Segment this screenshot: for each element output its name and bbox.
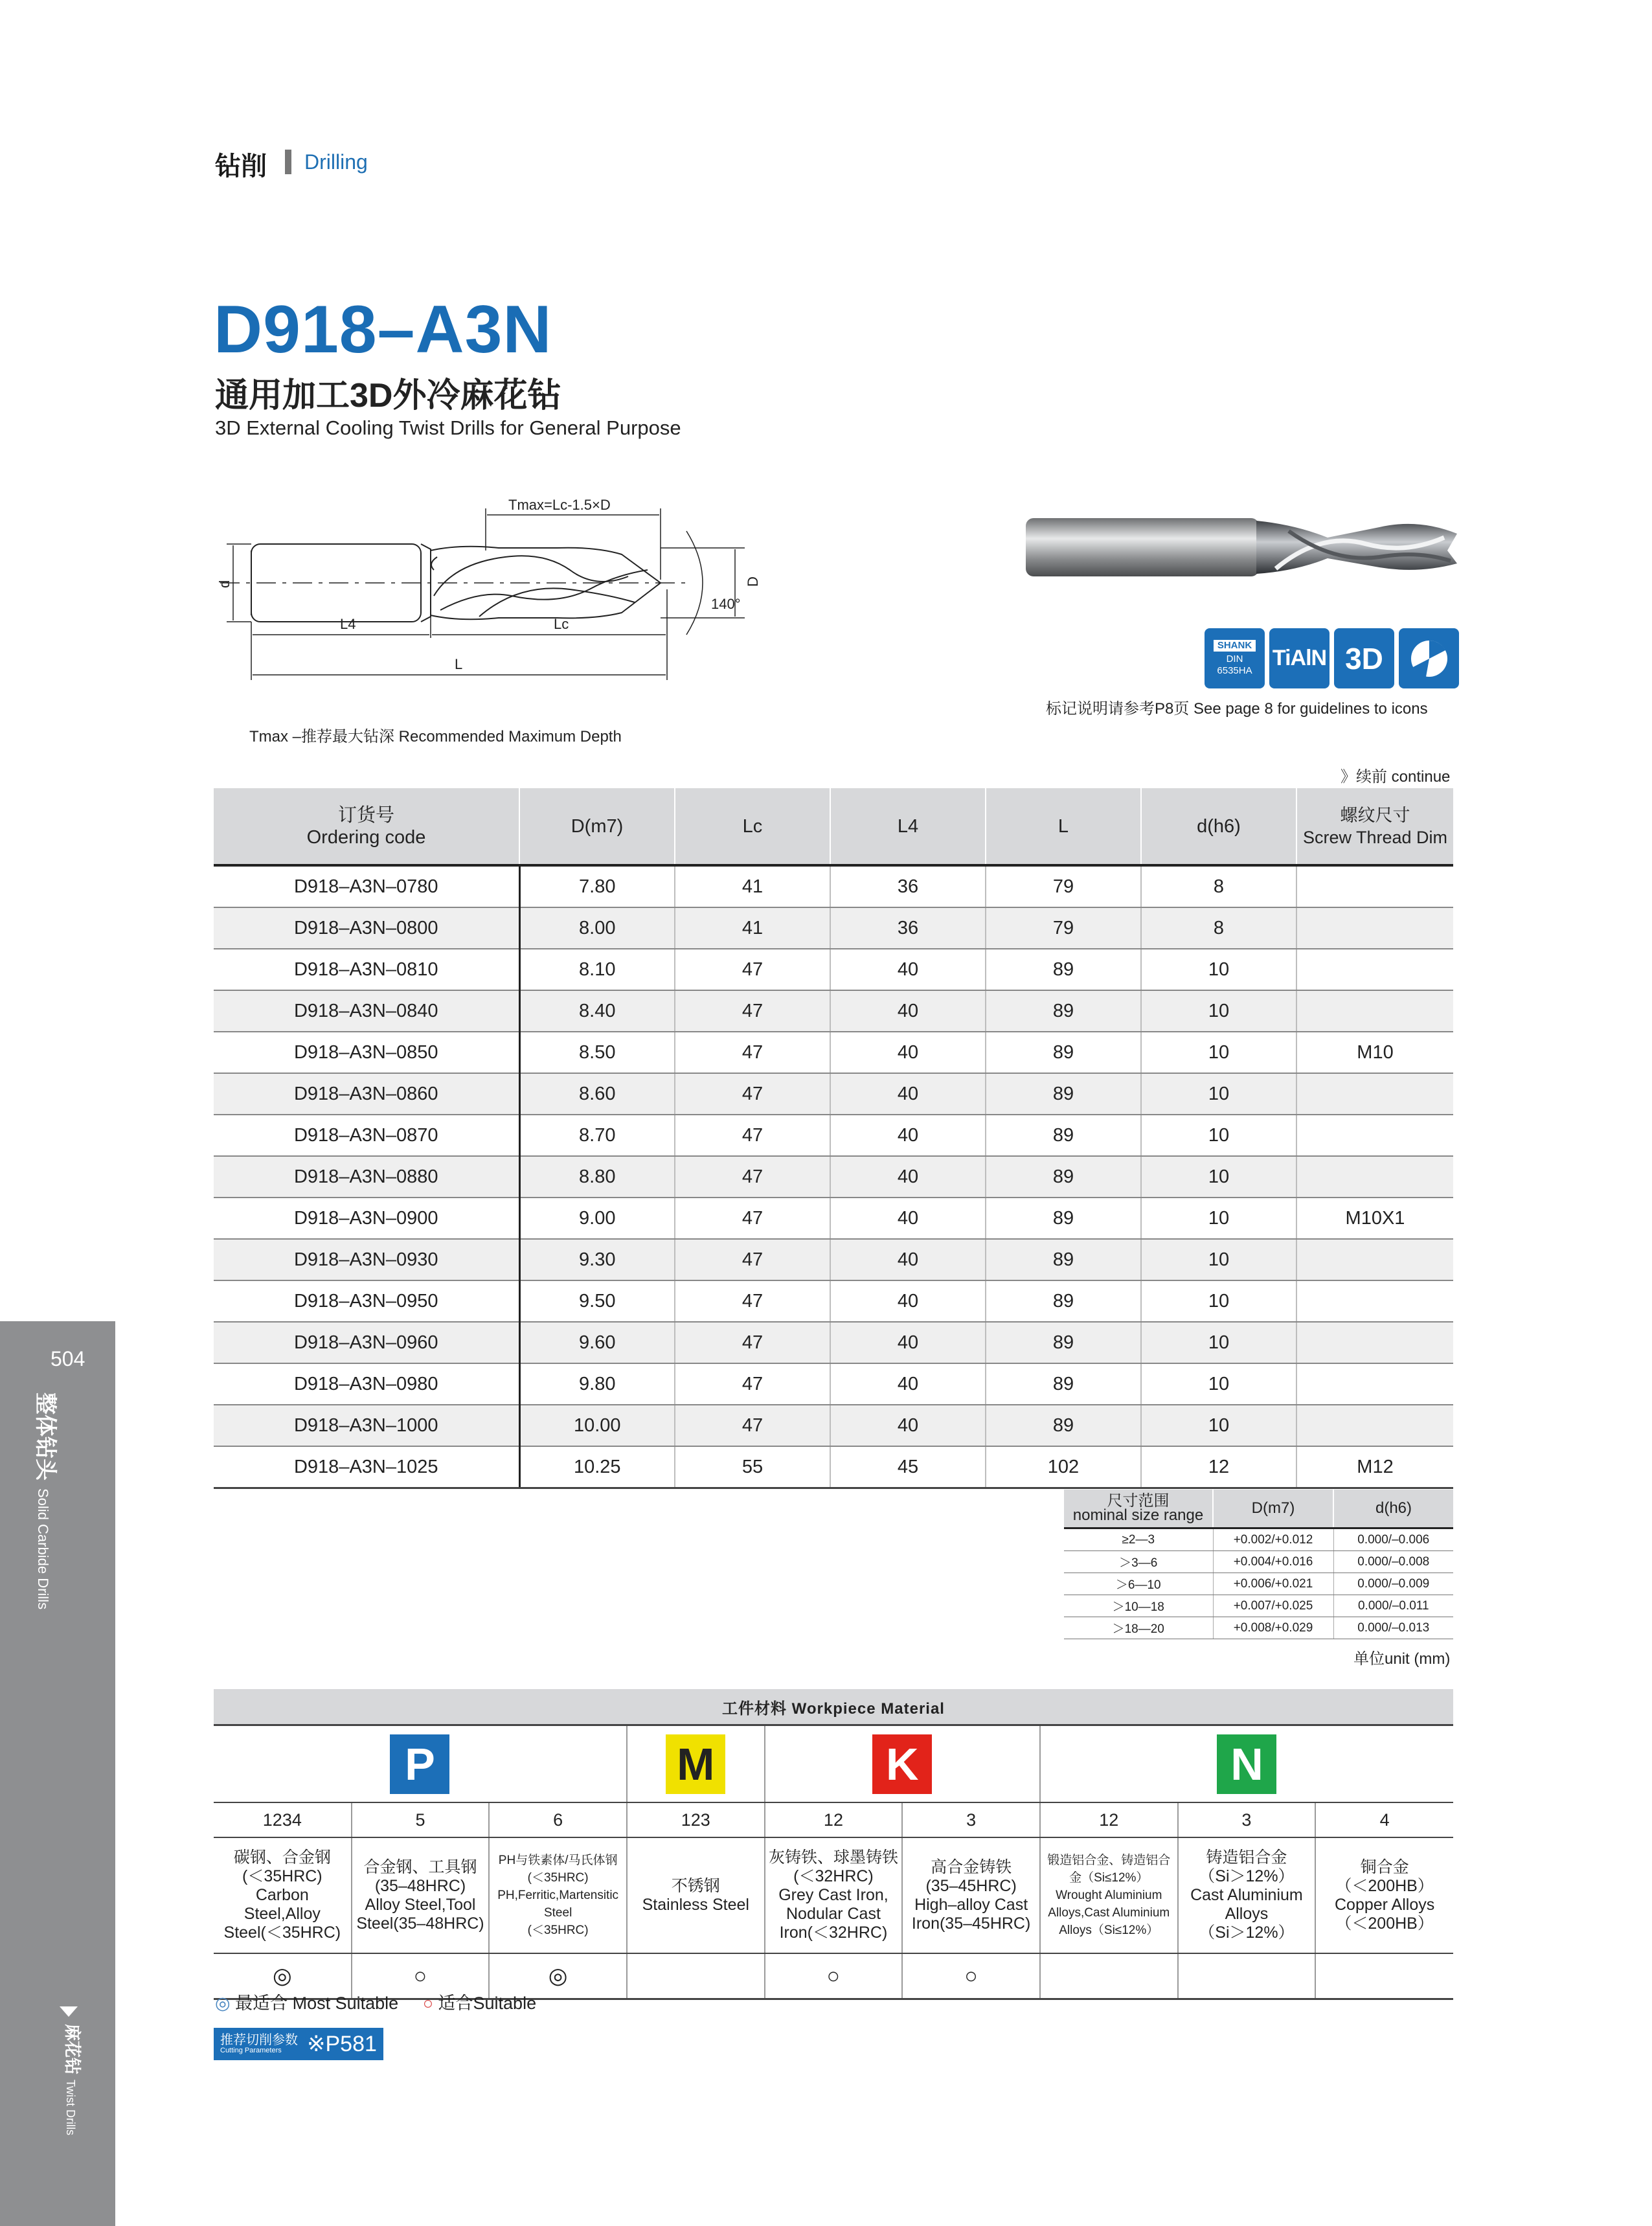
table-cell: D918–A3N–0880 [214,1156,519,1198]
cutting-parameters-ref[interactable] [214,2028,383,2060]
tolerance-cell: 0.000/–0.008 [1333,1551,1453,1573]
tolerance-cell: ≥2—3 [1064,1528,1213,1551]
table-cell [1296,1156,1453,1198]
table-cell: 8.80 [519,1156,675,1198]
table-cell: 10 [1141,1363,1296,1405]
material-description-line: 合金钢、工具钢 [363,1857,477,1876]
table-cell: D918–A3N–0930 [214,1239,519,1280]
material-description-line: 锻造铝合金、铸造铝合 [1047,1854,1171,1867]
table-cell: D918–A3N–0860 [214,1073,519,1115]
material-description [902,1837,1040,1953]
tolerance-cell: +0.004/+0.016 [1213,1551,1333,1573]
cutting-ref-en: Cutting Parameters [220,2047,282,2054]
table-cell: 9.00 [519,1198,675,1239]
table-row [214,1322,1453,1363]
side-category-label: 整体钻头Solid Carbide Drills [33,1392,58,1610]
material-description-line: (35–48HRC) [374,1876,466,1895]
header-Lc: Lc [675,788,830,865]
table-row [214,865,1453,907]
group-N [1040,1725,1453,1803]
table-cell: D918–A3N–0780 [214,865,519,907]
table-cell: 89 [986,1198,1141,1239]
material-description-line: High–alloy Cast [914,1895,1028,1914]
product-name-cn: 通用加工3D外冷麻花钻 [215,377,561,415]
suitability-mark: ○ [352,1953,490,1999]
section-title-en: Drilling [304,150,368,174]
group-K [765,1725,1040,1803]
material-description-line: Alloys,Cast Aluminium [1048,1906,1170,1920]
table-cell [1296,865,1453,907]
material-description [1040,1837,1178,1953]
flute-icon [1399,628,1459,688]
table-cell: 47 [675,1405,830,1446]
material-description-line: PH,Ferritic,Martensitic [497,1889,619,1902]
material-description-line: 高合金铸铁 [931,1857,1012,1876]
group-P [214,1725,627,1803]
table-row [214,1198,1453,1239]
table-cell: 8.50 [519,1032,675,1073]
table-row [214,949,1453,990]
tolerance-row [1064,1528,1453,1551]
table-cell [1296,949,1453,990]
table-cell: 47 [675,1115,830,1156]
suitability-mark: ○ [765,1953,903,1999]
table-cell: 89 [986,949,1141,990]
table-cell: 40 [830,949,986,990]
material-subgroup-number: 5 [352,1802,490,1837]
table-cell: 8.40 [519,990,675,1032]
table-cell: 8 [1141,907,1296,949]
table-cell: 9.30 [519,1239,675,1280]
tialn-coating-icon: TiAlN [1269,628,1330,688]
table-cell: D918–A3N–0960 [214,1322,519,1363]
material-subgroup-number: 3 [1178,1802,1316,1837]
page-number: 504 [51,1347,85,1370]
most-suitable-label: 最适合 Most Suitable [235,1993,399,2013]
table-cell [1296,990,1453,1032]
table-cell: 47 [675,1032,830,1073]
shank-d-label: d [216,580,232,588]
material-description-line: (＜35HRC) [527,1871,589,1885]
table-cell: 40 [830,1363,986,1405]
table-cell: 47 [675,1322,830,1363]
table-cell: 47 [675,1239,830,1280]
table-cell [1296,1405,1453,1446]
table-cell: 47 [675,1198,830,1239]
material-description-line: (＜35HRC) [527,1924,589,1937]
material-description-line: （＜200HB） [1335,1914,1434,1933]
table-cell: 89 [986,1405,1141,1446]
table-cell: 12 [1141,1446,1296,1488]
material-subgroup-number: 12 [765,1802,903,1837]
header-L4: L4 [830,788,986,865]
table-cell: 9.50 [519,1280,675,1322]
material-subgroup-number: 1234 [214,1802,352,1837]
material-description-line: Wrought Aluminium [1056,1889,1162,1902]
table-cell: D918–A3N–0810 [214,949,519,990]
material-description-line: PH与铁素体/马氏体钢 [498,1854,618,1867]
tolerance-cell: ＞6—10 [1064,1573,1213,1595]
material-description-line: Alloys [1225,1905,1269,1923]
continue-label: 》续前 continue [1341,768,1451,786]
cutting-ref-page: ※P581 [307,2032,377,2056]
header-thread: 螺纹尺寸 Screw Thread Dim [1296,788,1453,865]
table-cell: 10.00 [519,1405,675,1446]
workpiece-title: 工件材料 Workpiece Material [214,1689,1453,1725]
workpiece-material-table [214,1689,1453,2000]
tolerance-cell: 0.000/–0.013 [1333,1617,1453,1639]
table-cell: 89 [986,1115,1141,1156]
tolerance-cell: ＞10—18 [1064,1595,1213,1617]
header-size-range: 尺寸范围 nominal size range [1064,1490,1213,1528]
material-description [1178,1837,1316,1953]
tolerance-row [1064,1617,1453,1639]
table-cell: 40 [830,1405,986,1446]
material-description-line: （Si＞12%） [1199,1924,1295,1942]
table-cell: D918–A3N–0850 [214,1032,519,1073]
table-cell: 89 [986,1363,1141,1405]
material-letter-badge: N [1217,1734,1276,1794]
ordering-table [214,788,1453,1489]
table-cell: 45 [830,1446,986,1488]
table-cell: 47 [675,1156,830,1198]
table-cell: 89 [986,1322,1141,1363]
table-cell: D918–A3N–1000 [214,1405,519,1446]
table-cell: 9.60 [519,1322,675,1363]
material-description-line: Grey Cast Iron, [778,1886,888,1904]
side-subcategory-label: 麻花钻Twist Drills [63,2024,82,2136]
table-row [214,1239,1453,1280]
material-description-line: 碳钢、合金钢 [233,1848,331,1867]
header-L: L [986,788,1141,865]
tolerance-cell: +0.006/+0.021 [1213,1573,1333,1595]
table-row [214,1280,1453,1322]
table-row [214,1073,1453,1115]
table-cell: 8.60 [519,1073,675,1115]
table-cell: 8.10 [519,949,675,990]
table-cell [1296,1280,1453,1322]
product-name-en: 3D External Cooling Twist Drills for General Purpose [215,416,681,439]
table-cell: 40 [830,1322,986,1363]
suitability-mark [1315,1953,1453,1999]
material-description-line: (＜32HRC) [793,1867,874,1885]
table-row [214,1446,1453,1488]
table-cell: 10.25 [519,1446,675,1488]
product-code-title: D918–A3N [214,292,552,367]
tolerance-cell: +0.002/+0.012 [1213,1528,1333,1551]
table-cell: 40 [830,1032,986,1073]
table-row [214,1363,1453,1405]
point-angle-label: 140° [711,596,741,612]
table-row [214,1032,1453,1073]
table-cell: 40 [830,1280,986,1322]
table-cell: 40 [830,1115,986,1156]
suitability-mark [1040,1953,1178,1999]
material-description-line: Alloys（Si≤12%） [1059,1924,1159,1937]
material-subgroup-number: 6 [489,1802,627,1837]
material-description-line: Steel(35–48HRC) [356,1914,484,1933]
table-cell: D918–A3N–0840 [214,990,519,1032]
material-description [214,1837,352,1953]
table-cell: 9.80 [519,1363,675,1405]
tolerance-table [1064,1490,1453,1639]
table-cell: M10 [1296,1032,1453,1073]
table-row [214,1115,1453,1156]
material-description-line: （Si＞12%） [1199,1867,1295,1885]
diameter-D-label: D [745,576,761,587]
material-description [627,1837,765,1953]
table-cell: 40 [830,1073,986,1115]
drill-dimension-drawing [207,492,764,687]
material-description-line: 铸造铝合金 [1206,1848,1287,1867]
table-cell: M10X1 [1296,1198,1453,1239]
table-cell: 8 [1141,865,1296,907]
material-subgroup-number: 123 [627,1802,765,1837]
table-cell: 10 [1141,949,1296,990]
material-description-line: 铜合金 [1360,1857,1409,1876]
table-row [214,907,1453,949]
material-description [765,1837,903,1953]
table-cell: 47 [675,1280,830,1322]
table-cell: 40 [830,1198,986,1239]
table-cell: 10 [1141,1239,1296,1280]
table-cell: 36 [830,907,986,949]
table-cell: M12 [1296,1446,1453,1488]
material-letter-badge: P [390,1734,449,1794]
header-ordering-code: 订货号 Ordering code [214,788,519,865]
table-cell: 89 [986,1156,1141,1198]
Lc-dim-label: Lc [554,616,569,632]
suitability-mark: ○ [902,1953,1040,1999]
header-d: d(h6) [1141,788,1296,865]
table-cell: 10 [1141,1280,1296,1322]
table-cell: 10 [1141,990,1296,1032]
table-row [214,1405,1453,1446]
material-description-line: 金（Si≤12%） [1069,1871,1149,1885]
table-cell [1296,1363,1453,1405]
tolerance-cell: +0.008/+0.029 [1213,1617,1333,1639]
unit-label: 单位unit (mm) [1353,1650,1451,1668]
table-cell: 89 [986,1073,1141,1115]
suitability-legend [215,1989,536,2014]
tolerance-cell: 0.000/–0.006 [1333,1528,1453,1551]
table-cell: 40 [830,990,986,1032]
material-description-line: （＜200HB） [1335,1876,1434,1895]
material-description-line: Iron(＜32HRC) [779,1924,888,1942]
material-subgroup-number: 4 [1315,1802,1453,1837]
header-tol-d: d(h6) [1333,1490,1453,1528]
section-divider [285,150,291,174]
suitability-mark [627,1953,765,1999]
tolerance-cell: +0.007/+0.025 [1213,1595,1333,1617]
table-cell: 41 [675,907,830,949]
table-cell: 89 [986,990,1141,1032]
cutting-ref-cn: 推荐切削参数 [220,2033,298,2047]
table-cell: D918–A3N–0950 [214,1280,519,1322]
material-description [489,1837,627,1953]
material-description-line: (＜35HRC) [242,1867,322,1885]
table-row [214,990,1453,1032]
material-description-line: Alloy Steel,Tool [365,1895,476,1914]
material-description [352,1837,490,1953]
table-cell: 8.00 [519,907,675,949]
header-tol-D: D(m7) [1213,1490,1333,1528]
table-cell: 10 [1141,1322,1296,1363]
table-cell: 36 [830,865,986,907]
section-title-cn: 钻削 [215,152,267,181]
table-cell: 10 [1141,1032,1296,1073]
material-description-line: Steel [543,1906,572,1920]
material-description-line: 灰铸铁、球墨铸铁 [768,1848,898,1867]
L4-dim-label: L4 [340,616,356,632]
tolerance-cell: ＞3—6 [1064,1551,1213,1573]
depth-3d-icon: 3D [1334,628,1394,688]
table-cell: 47 [675,949,830,990]
material-description-line: Steel(＜35HRC) [223,1924,341,1942]
table-cell: 10 [1141,1405,1296,1446]
table-cell: 10 [1141,1073,1296,1115]
table-cell: 102 [986,1446,1141,1488]
suitable-label: 适合Suitable [438,1993,537,2013]
table-cell [1296,1073,1453,1115]
table-cell: 47 [675,1363,830,1405]
tolerance-cell: 0.000/–0.009 [1333,1573,1453,1595]
material-description [1315,1837,1453,1953]
material-description-line: (35–45HRC) [925,1876,1017,1895]
material-description-line: Nodular Cast [786,1905,881,1923]
table-cell: 89 [986,1239,1141,1280]
table-cell [1296,1239,1453,1280]
suitability-mark: ◎ [214,1953,352,1999]
table-cell: 8.70 [519,1115,675,1156]
tolerance-cell: 0.000/–0.011 [1333,1595,1453,1617]
material-description-line: Iron(35–45HRC) [911,1914,1031,1933]
table-cell [1296,1115,1453,1156]
icon-guideline-note: 标记说明请参考P8页 See page 8 for guidelines to icons [1046,700,1428,718]
most-suitable-symbol: ◎ [215,1993,231,2013]
table-cell: 47 [675,990,830,1032]
drill-product-photo [1017,512,1464,583]
header-D: D(m7) [519,788,675,865]
table-cell: 7.80 [519,865,675,907]
tmax-note: Tmax –推荐最大钻深 Recommended Maximum Depth [249,728,622,745]
table-cell: 79 [986,907,1141,949]
table-cell: 55 [675,1446,830,1488]
table-cell: D918–A3N–0870 [214,1115,519,1156]
tolerance-row [1064,1595,1453,1617]
suitability-mark: ◎ [489,1953,627,1999]
table-cell: 89 [986,1280,1141,1322]
group-M [627,1725,765,1803]
material-subgroup-number: 3 [902,1802,1040,1837]
triangle-down-icon [60,2006,78,2017]
material-description-line: Copper Alloys [1335,1895,1435,1914]
tolerance-row [1064,1551,1453,1573]
L-dim-label: L [455,656,463,672]
suitability-mark [1178,1953,1316,1999]
table-cell: 10 [1141,1115,1296,1156]
material-description-line: Stainless Steel [642,1895,749,1914]
material-description-line: Cast Aluminium [1190,1886,1303,1904]
table-row [214,1156,1453,1198]
material-description-line: Carbon [255,1886,309,1904]
material-letter-badge: M [666,1734,725,1794]
table-cell: 79 [986,865,1141,907]
tolerance-cell: ＞18—20 [1064,1617,1213,1639]
material-description-line: 不锈钢 [671,1876,720,1895]
shank-din-icon: SHANK DIN 6535HA [1205,628,1265,688]
table-cell: D918–A3N–0800 [214,907,519,949]
table-cell [1296,1322,1453,1363]
table-cell: 40 [830,1156,986,1198]
suitable-symbol: ○ [422,1993,433,2013]
table-cell: 40 [830,1239,986,1280]
tolerance-row [1064,1573,1453,1595]
table-cell: 10 [1141,1156,1296,1198]
table-cell: D918–A3N–1025 [214,1446,519,1488]
table-cell: 41 [675,865,830,907]
table-cell: 10 [1141,1198,1296,1239]
material-subgroup-number: 12 [1040,1802,1178,1837]
table-cell: D918–A3N–0980 [214,1363,519,1405]
table-cell: 47 [675,1073,830,1115]
table-cell: 89 [986,1032,1141,1073]
table-cell [1296,907,1453,949]
table-cell: D918–A3N–0900 [214,1198,519,1239]
tmax-dim-label: Tmax=Lc-1.5×D [508,497,611,513]
material-description-line: Steel,Alloy [243,1905,321,1923]
material-letter-badge: K [872,1734,932,1794]
